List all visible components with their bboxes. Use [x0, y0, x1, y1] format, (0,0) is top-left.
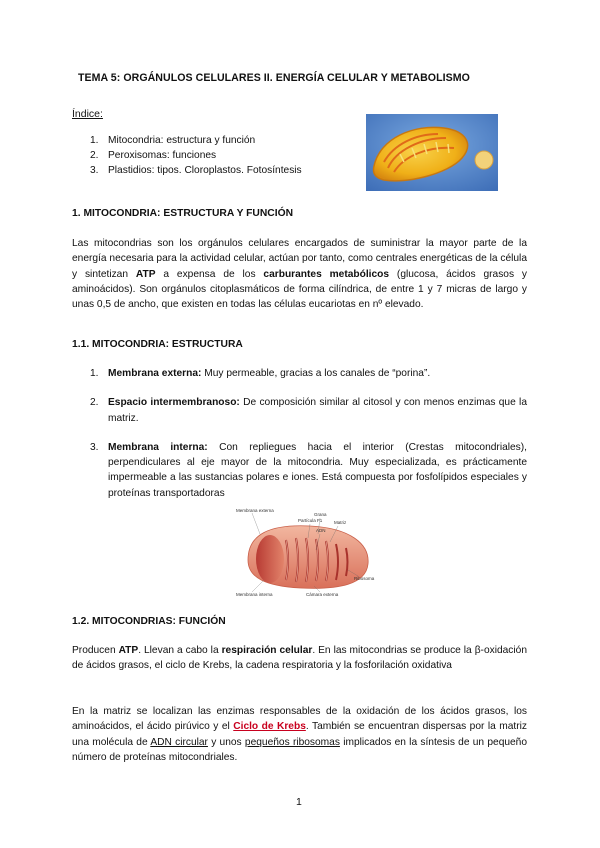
section1-paragraph: Las mitocondrias son los orgánulos celulares encargados de suministrar la mayor parte de la energía necesaria para la actividad celular, actúan por tanto, como centrales energéticas de la célula y sintetizan ATP a expensa de los carburantes metabólicos (glucosa, ácidos grasos y aminoácidos). Son orgánulos citoplasmáticos de forma cilíndrica, de entre 1 y 7 micras de largo y unas 0,5 de ancho, que existen en todas las células eucariotas en nº elevado. — [72, 238, 528, 311]
section-heading-1: 1. MITOCONDRIA: ESTRUCTURA Y FUNCIÓN — [72, 208, 294, 219]
krebs-link[interactable]: Ciclo de Krebs — [233, 721, 306, 733]
index-list — [90, 133, 302, 179]
index-item: 1. Mitocondria: estructura y función — [90, 133, 302, 148]
index-item: 2. Peroxisomas: funciones — [90, 148, 302, 163]
label-membrana-externa: Membrana externa — [236, 508, 274, 513]
mitochondria-diagram — [230, 504, 376, 598]
label-membrana-interna: Membrana interna — [236, 592, 273, 597]
index-item: 3. Plastidios: tipos. Cloroplastos. Fotosíntesis — [90, 163, 302, 178]
index-item-text: Plastidios: tipos. Cloroplastos. Fotosíntesis — [108, 165, 302, 177]
index-label: Índice: — [72, 108, 103, 120]
adn-circular-term: ADN circular — [150, 736, 208, 748]
label-particula-f1: Partícula F1 — [298, 518, 323, 523]
section-heading-1-1: 1.1. MITOCONDRIA: ESTRUCTURA — [72, 339, 243, 350]
function-paragraph-1: Producen ATP. Llevan a cabo la respiración celular. En las mitocondrias se produce la β-oxidación de ácidos grasos, el ciclo de Krebs, la cadena respiratoria y la fosforilación oxidativa — [72, 645, 527, 672]
structure-term: Membrana interna: — [108, 441, 208, 453]
label-adn: ADN — [316, 528, 326, 533]
structure-item: 3. Membrana interna: Con repliegues hacia el interior (Crestas mitocondriales), perpendiculares al eje mayor de la mitocondria. Muy especializada, es prácticamente impermeable a las sustancias polares e iones. Está compuesta por fosfolípidos especiales y proteínas transportadoras — [90, 441, 527, 499]
ribosomes-term: pequeños ribosomas — [244, 736, 340, 748]
label-camara-externa: Cámara externa — [306, 592, 339, 597]
label-ribosoma: Ribosoma — [354, 576, 375, 581]
index-item-text: Peroxisomas: funciones — [108, 150, 217, 162]
structure-list — [90, 366, 527, 515]
label-matriz: Matriz — [334, 520, 347, 525]
page-number: 1 — [296, 796, 302, 808]
structure-item: 1. Membrana externa: Muy permeable, gracias a los canales de “porina”. — [90, 368, 431, 379]
function-paragraph-2: En la matriz se localizan las enzimas responsables de la oxidación de los ácidos grasos, los aminoácidos, el ácido pirúvico y el Ciclo de Krebs. También se encuentran dispersas por la matriz una molécula de ADN circular y unos pequeños ribosomas implicados en la síntesis de un pequeño número de proteínas mitocondriales. — [72, 706, 528, 763]
page-title: TEMA 5: ORGÁNULOS CELULARES II. ENERGÍA CELULAR Y METABOLISMO — [78, 72, 470, 84]
mitochondrion-image — [366, 114, 498, 191]
structure-term: Espacio intermembranoso: — [108, 397, 240, 409]
structure-item: 2. Espacio intermembranoso: De composición similar al citosol y con menos enzimas que la matriz. — [90, 397, 527, 424]
index-item-text: Mitocondria: estructura y función — [108, 135, 256, 146]
structure-term: Membrana externa: — [108, 368, 202, 379]
label-grana: Grana — [314, 512, 327, 517]
section-heading-1-2: 1.2. MITOCONDRIAS: FUNCIÓN — [72, 616, 226, 627]
